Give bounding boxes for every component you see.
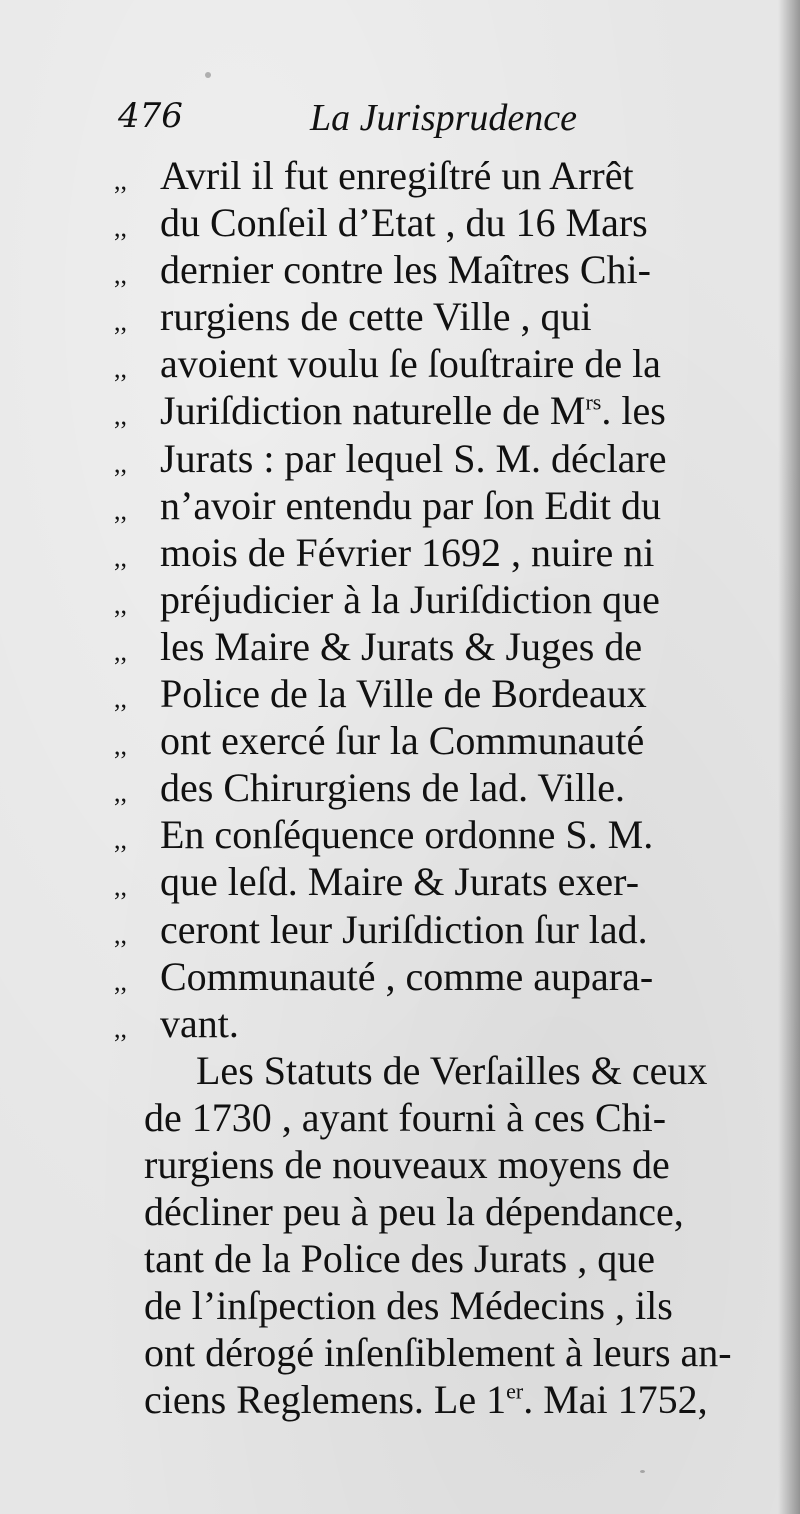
quote-mark: ,,: [114, 825, 127, 855]
line-text: préjudicier à la Juriſdiction que: [160, 576, 660, 622]
text-line: [114, 1376, 754, 1423]
line-text: ont dérogé inſenſiblement à leurs an-: [144, 1330, 732, 1376]
quote-mark: ,,: [114, 919, 127, 949]
text-line: [114, 387, 754, 434]
text-line: [114, 764, 754, 811]
paper-speck: [640, 1470, 645, 1473]
text-line: [114, 246, 754, 293]
quote-mark: ,,: [114, 636, 127, 666]
quote-mark: ,,: [114, 872, 127, 902]
page-edge-shadow: [778, 0, 800, 1514]
quote-mark: ,,: [114, 166, 127, 195]
line-text: Police de la Ville de Bordeaux: [160, 671, 647, 717]
line-text: Communauté , comme aupara-: [160, 953, 654, 999]
line-text: Avril il fut enregiſtré un Arrêt: [160, 153, 634, 198]
line-text: rurgiens de nouveaux moyens de: [144, 1141, 670, 1187]
text-line: [114, 576, 754, 623]
quote-mark: ,,: [114, 260, 127, 290]
line-text-tail: . Mai 1752,: [523, 1377, 708, 1423]
quote-mark: ,,: [114, 401, 127, 431]
line-text: du Conſeil d’Etat , du 16 Mars: [160, 200, 648, 246]
line-text: ceront leur Juriſdiction ſur lad.: [160, 906, 648, 952]
page-header: [118, 96, 618, 146]
line-text: ciens Reglemens. Le 1: [144, 1377, 507, 1423]
line-text: tant de la Police des Jurats , que: [144, 1236, 655, 1282]
quote-mark: ,,: [114, 1013, 127, 1043]
text-line: [114, 435, 754, 482]
quote-mark: ,,: [114, 684, 127, 714]
text-line: [114, 811, 754, 858]
line-text-tail: . les: [601, 388, 666, 434]
text-line: [114, 340, 754, 387]
text-line: [114, 1094, 754, 1141]
text-line: [114, 482, 754, 529]
quote-mark: ,,: [114, 542, 127, 572]
text-line: [114, 1329, 754, 1376]
text-line: [114, 1188, 754, 1235]
text-line: [114, 858, 754, 905]
text-line: [114, 529, 754, 576]
text-line: [114, 623, 754, 670]
line-text: de l’inſpection des Médecins , ils: [144, 1283, 673, 1329]
line-text: de 1730 , ayant fourni à ces Chi-: [144, 1094, 667, 1140]
line-text: ont exercé ſur la Communauté: [160, 718, 645, 764]
line-text: que leſd. Maire & Jurats exer-: [160, 859, 640, 905]
quote-mark: ,,: [114, 354, 127, 384]
quote-mark: ,,: [114, 307, 127, 337]
text-line: [114, 1235, 754, 1282]
quote-mark: ,,: [114, 778, 127, 808]
line-text: n’avoir entendu par ſon Edit du: [160, 482, 661, 528]
text-line: [114, 1141, 754, 1188]
line-text: Les Statuts de Verſailles & ceux: [196, 1047, 708, 1093]
text-line: [114, 293, 754, 340]
text-line: [114, 199, 754, 246]
line-text: les Maire & Jurats & Juges de: [160, 623, 643, 669]
line-text: rurgiens de cette Ville , qui: [160, 294, 592, 340]
text-line: [114, 717, 754, 764]
text-line: [114, 670, 754, 717]
running-title: La Jurisprudence: [310, 97, 578, 139]
page-number: 476: [118, 96, 183, 136]
paper-speck: [205, 72, 211, 78]
quote-mark: ,,: [114, 213, 127, 243]
line-text: Jurats : par lequel S. M. déclare: [160, 435, 667, 481]
text-line: [114, 906, 754, 953]
text-line: [114, 1047, 754, 1094]
superscript: rs: [585, 390, 602, 416]
quote-mark: ,,: [114, 448, 127, 478]
line-text: des Chirurgiens de lad. Ville.: [160, 765, 625, 811]
line-text: mois de Février 1692 , nuire ni: [160, 529, 655, 575]
quote-mark: ,,: [114, 495, 127, 525]
quote-mark: ,,: [114, 589, 127, 619]
line-text: avoient voulu ſe ſouſtraire de la: [160, 341, 661, 387]
text-line: [114, 152, 754, 199]
text-line: [114, 953, 754, 1000]
superscript: er: [506, 1379, 524, 1405]
body-text: [114, 152, 754, 1424]
quote-mark: ,,: [114, 966, 127, 996]
text-line: [114, 1282, 754, 1329]
line-text: Juriſdiction naturelle de M: [160, 388, 586, 434]
quote-mark: ,,: [114, 731, 127, 761]
text-line: [114, 1000, 754, 1047]
line-text: décliner peu à peu la dépendance,: [144, 1189, 684, 1235]
line-text: dernier contre les Maîtres Chi-: [160, 247, 651, 293]
line-text: En conſéquence ordonne S. M.: [160, 812, 654, 858]
line-text: vant.: [160, 1000, 239, 1046]
